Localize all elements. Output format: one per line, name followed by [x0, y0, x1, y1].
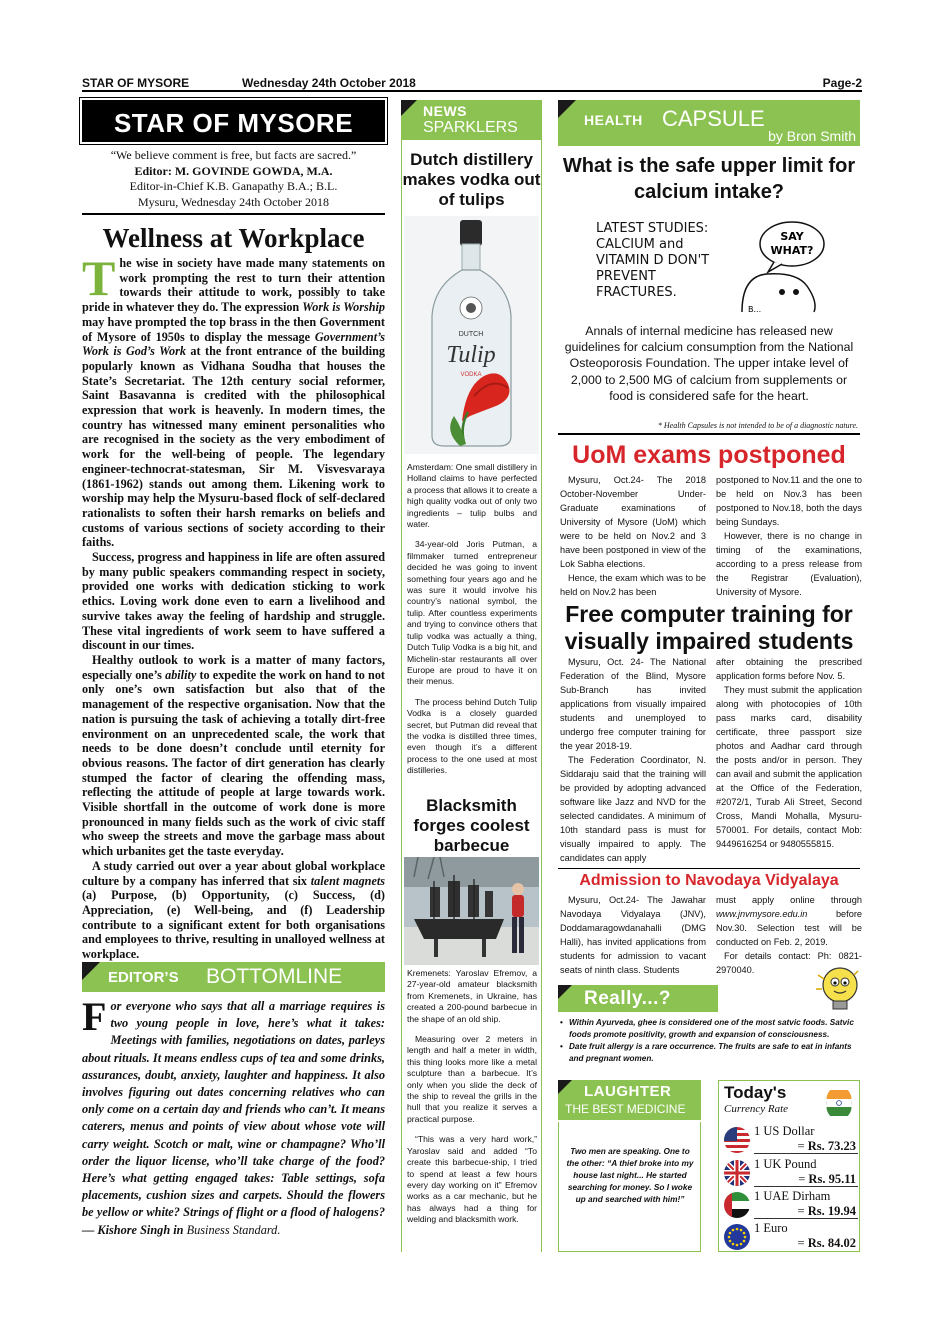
running-header [82, 76, 862, 92]
drop-cap: F [82, 994, 107, 1039]
currency-name: 1 US Dollar [754, 1124, 815, 1138]
story-paragraph: Hence, the exam which was to be held on Nov.2 has been [560, 573, 706, 597]
lightbulb-icon [814, 963, 862, 1017]
bottomline-body: For everyone who says that all a marriage requires is two young people in love, here’s what it takes: Meetings with families, negotiations on dates, parleys about rituals. It means endless cups of tea and some drinks, assurances, doubt, anxiety, laughter and happiness. It also involves figuring out dates concerning relatives who can only come on a certain day and friends who can’t. It means caterers, menus and points of view about whose vote will carry weight. Scotch or malt, wine or champagne? Who’ll order the liquor license, who’ll take charge of the food? Here’s what getting engaged takes: Table settings, sofa placements, cushion sizes and carpets. Should the flowers be yellow or white? Strings of flight or a flood of halogens? — Kishore Singh in Business Standard. [82, 994, 385, 1237]
laughter-label: THE BEST MEDICINE [565, 1102, 686, 1116]
news-label: SPARKLERS [423, 119, 518, 136]
bottomline-source: Business Standard. [186, 1222, 281, 1237]
story-paragraph: However, there is no change in timing of the examinations, according to a press release from the Registrar (Evaluation), University of Mysore. [716, 531, 862, 597]
currency-value: = Rs. 19.94 [797, 1204, 856, 1218]
us-flag-icon [724, 1127, 750, 1153]
page-number: Page-2 [822, 76, 862, 90]
bubble-text: WHAT? [770, 244, 814, 257]
vodka-bottle-image [404, 216, 539, 454]
cartoon-line: VITAMIN D DON'T [596, 253, 710, 268]
navodaya-column-1 [560, 893, 706, 977]
health-cartoon [592, 214, 832, 314]
computer-column-2 [716, 655, 862, 851]
uom-column-1 [560, 473, 706, 599]
editorial-paragraph: Success, progress and happiness in life are often assured by many public speakers commanding respect in society, provided one works with dedication sticking to work ethics. Loving work done even to earn a livelihood and survive takes away the feeling of hardship and struggle. These vital ingredients of work seem to have suffered a discount in our times. [82, 550, 385, 653]
currency-name: 1 Euro [754, 1221, 788, 1235]
story-paragraph: Mysuru, Oct.24- The Jawahar Navodaya Vidyalaya (JNV), Doddamaragowdanahalli (DMG Halli), has invited applications from students for admission to vacant seats of ninth class. Students [560, 895, 706, 975]
list-item: • Within Ayurveda, ghee is considered one of the most satvic foods. Satvic foods promote positivity, growth and expansion of consciousness. [560, 1017, 862, 1041]
ship-barbecue-image [404, 857, 539, 965]
really-header [558, 985, 718, 1012]
story-paragraph: For details contact: Ph: 0821-2970040. [716, 951, 862, 975]
bottomline-label-bold: EDITOR’S [108, 969, 179, 986]
bottomline-label: BOTTOMLINE [206, 965, 343, 988]
rate-row-aed [722, 1189, 858, 1219]
story-paragraph: They must submit the application along with photocopies of 10th pass marks card, disability certificate, three passport size photos and Aadhar card through the posts and/or in person. They can avail and submit the application at the Office of the Federation, #2072/1, Turab Ali Street, Second Cross, Mandi Mohalla, Mysuru-570001. For details, contact Mob: 9449616254 or 9480555815. [716, 685, 862, 849]
uom-headline: UoM exams postponed [572, 441, 846, 469]
bottle-name: Tulip [446, 342, 496, 368]
currency-value: = Rs. 95.11 [798, 1172, 856, 1186]
story-paragraph: must apply online through www.jnvmysore.edu.in before Nov.30. Selection test will be conducted on Feb. 2, 2019. [716, 895, 862, 947]
divider [754, 1218, 858, 1219]
health-question: What is the safe upper limit for calcium intake? [562, 155, 856, 203]
story-paragraph: “This was a very hard work,” Yaroslav said and added “To create this barbecue-ship, I tried to spend at least a few hours every day working on it” Efremov works as a car mechanic, but he has always had a thing for welding and blacksmith work. [407, 1134, 537, 1225]
bottle-type: VODKA [460, 372, 482, 378]
vodka-story [407, 462, 537, 786]
divider [754, 1186, 858, 1187]
uom-column-2 [716, 473, 862, 599]
editor-line: Editor: M. GOVINDE GOWDA, M.A. [134, 163, 333, 178]
currency-name: 1 UAE Dirham [754, 1189, 831, 1203]
health-note: * Health Capsules is not intended to be of a diagnostic nature. [657, 421, 858, 430]
story-paragraph: The process behind Dutch Tulip Vodka is a closely guarded secret, but Putman did reveal that the vodka is distilled three times, even though it’s a different process to the one used at most distilleries. [407, 696, 537, 776]
editorial-body [82, 250, 385, 962]
divider [558, 433, 860, 435]
currency-value: = Rs. 84.02 [797, 1236, 856, 1250]
laughter-header [558, 1080, 701, 1120]
corner-decoration [82, 962, 100, 980]
story-paragraph: Mysuru, Oct. 24- The National Federation of the Blind, Mysore Sub-Branch has invited applications from visually impaired students and unemployed to undergo free computer training for the year 2018-19. [560, 657, 706, 751]
bottomline-header [82, 962, 385, 992]
masthead-title: STAR OF MYSORE [82, 100, 385, 142]
bubble-text: SAY [780, 230, 804, 243]
paper-name: STAR OF MYSORE [82, 76, 190, 90]
story-paragraph: Measuring over 2 meters in length and half a meter in width, this thing looks more like a metal sculpture than a barbecue. It’s only when you slide the deck of the ship to reveal the grills in the hull that you realize it serves a practical purpose. [407, 1034, 537, 1124]
eu-flag-icon [724, 1224, 750, 1250]
health-text: Annals of internal medicine has released new guidelines for calcium consumption from the National Osteoporosis Foundation. The upper intake level of 2,000 to 2,500 MG of calcium from supplements or food is considered safe for the heart. [564, 324, 854, 403]
news-sparklers-header [401, 100, 542, 140]
issue-date: Wednesday 24th October 2018 [242, 76, 416, 90]
editorial-paragraph: A study carried out over a year about global workplace culture by a company has inferred that six talent magnets (a) Purpose, (b) Opportunity, (c) Success, (d) Appreciation, (e) Well-being, and (f) Leadership contribute to a significant extent for both organisations and employees to thrive, resulting in unalloyed wellness at workplace. [82, 858, 385, 962]
laughter-label-bold: LAUGHTER [584, 1083, 672, 1100]
story-paragraph: Amsterdam: One small distillery in Holland claims to have perfected a process that allows it to create a high quality vodka out of only two ingredients – tulip bulbs and water. [407, 462, 537, 530]
cartoon-line: CALCIUM and [596, 237, 684, 252]
story-paragraph: Kremenets: Yaroslav Efremov, a 27-year-old amateur blacksmith from Kremenets, in Ukraine, has created a 200-pound barbecue in the shape of an old ship. [407, 968, 537, 1024]
health-byline: by Bron Smith [768, 128, 856, 144]
navodaya-website: www.jnvmysore.edu.in [716, 909, 808, 919]
india-flag-icon [822, 1090, 856, 1116]
navodaya-headline: Admission to Navodaya Vidyalaya [579, 872, 839, 889]
list-item: • Date fruit allergy is a rare occurrence. The fruits are safe to eat in infants and pregnant women. [560, 1041, 862, 1065]
rate-title: Today's [724, 1083, 787, 1102]
rate-row-gbp [722, 1157, 858, 1187]
editorial-title: Wellness at Workplace [102, 223, 365, 253]
barbecue-headline: Blacksmith forges coolest barbecue [413, 796, 530, 855]
story-paragraph: 34-year-old Joris Putman, a filmmaker turned entrepreneur decided he was going to invent something four years ago and he was sure it would involve his country’s national symbol, the tulip. After countless experiments and trying to convince others that tulip vodka was actually a thing, Dutch Tulip Vodka is a big hit, and Michelin-star restaurants all over Europe are proud to have it on their menus. [407, 539, 537, 687]
cartoon-signature: B... [748, 305, 762, 314]
dateline: Mysuru, Wednesday 24th October 2018 [137, 194, 330, 209]
cartoon-line: LATEST STUDIES: [596, 221, 709, 236]
really-list [560, 1017, 862, 1065]
rate-subtitle: Currency Rate [724, 1103, 789, 1115]
health-label-bold: HEALTH [584, 112, 643, 128]
motto: “We believe comment is free, but facts are sacred.” [110, 148, 357, 162]
divider [82, 213, 385, 215]
uk-flag-icon [724, 1160, 750, 1186]
health-capsule-header [558, 100, 860, 146]
rate-row-eur [722, 1221, 858, 1251]
corner-decoration [558, 985, 572, 999]
computer-training-headline: Free computer training for visually impaired students [564, 601, 854, 654]
corner-decoration [401, 100, 417, 116]
editorial-paragraph: Healthy outlook to work is a matter of many factors, especially one’s ability to expedite the work on hand to not only one’s own satisfaction but also that of the management of the respective organisation. Now that the nation is pursuing the task of achieving a totally dirt-free environment on an unprecedented scale, the work that needs to be done doesn’t conclude until eternity for obvious reasons. The factor of dirt generation has clearly stumped the factor of clearing the offending mass, reflecting the attitude of people at large towards work. Visible shortfall in the outcome of work done is more pronounced in many fields such as the work of civic staff who sweep the streets and move the garbage mass about which urbanites get the taste everyday. [82, 652, 385, 859]
drop-cap: T [82, 250, 116, 306]
masthead-info [82, 148, 385, 210]
barbecue-story [407, 968, 537, 1235]
computer-column-1 [560, 655, 706, 865]
story-paragraph: after obtaining the prescribed application forms before Nov. 5. [716, 657, 862, 681]
rate-row-usd [722, 1124, 858, 1154]
currency-name: 1 UK Pound [754, 1157, 817, 1171]
editorial-paragraph: The wise in society have made many statements on work prompting the rest to turn their attention towards their attitude to work, possibly to take pride in whatever they do. The expression Work is Worship may have prompted the top brass in the then Government of Mysore of 1950s to display the message Government’s Work is God’s Work at the front entrance of the building popularly known as Vidhana Soudha that houses the State’s Secretariat. The 12th century social reformer, Saint Basavanna is credited with the philosophical expression that work is heavenly. In modern times, the country has witnessed many eminent personalities who are recognised in the society as the very embodiment of work for the well-being of people. The legendary engineer-technocrat-statesman, Sir M. Visvesvaraya (1861-1962) stands out among them. Likening work to worship may help the Mysuru-based flock of self-declared rationalists to soften their harsh remarks on beliefs and customs of various sections of society according to their faiths. [82, 250, 385, 550]
story-paragraph: postponed to Nov.11 and the one to be held on Nov.3 has been postponed to Nov.18, both the days being Sundays. [716, 475, 862, 527]
cartoon-line: FRACTURES. [596, 285, 677, 300]
news-label-bold: NEWS [423, 103, 467, 119]
editor-in-chief-line: Editor-in-Chief K.B. Ganapathy B.A.; B.L. [129, 179, 338, 193]
divider [754, 1153, 858, 1154]
health-label: CAPSULE [662, 106, 765, 131]
really-label: Really...? [584, 988, 672, 1009]
corner-decoration [558, 100, 576, 118]
divider [558, 868, 860, 869]
bottle-brand: DUTCH [458, 331, 484, 338]
story-paragraph: The Federation Coordinator, N. Siddaraju said that the training will be provided by adopting advanced software like Jazz and NVD for the selected candidates. A minimum of 10th standard pass is must for visually impaired to apply. The candidates can apply [560, 755, 706, 863]
uae-flag-icon [724, 1192, 750, 1218]
story-paragraph: Mysuru, Oct.24- The 2018 October-November Under-Graduate examinations of University of Mysore (UoM) which were to be held on Nov.2 and 3 have been postponed in view of the Lok Sabha elections. [560, 475, 706, 569]
vodka-headline: Dutch distillery makes vodka out of tulips [402, 150, 541, 209]
cartoon-line: PREVENT [596, 269, 656, 284]
currency-value: = Rs. 73.23 [797, 1139, 856, 1153]
laughter-joke: Two men are speaking. One to the other: “A thief broke into my house last night... He started searching for money. So I woke up and searched with him!” [566, 1146, 694, 1204]
corner-decoration [558, 1080, 572, 1094]
